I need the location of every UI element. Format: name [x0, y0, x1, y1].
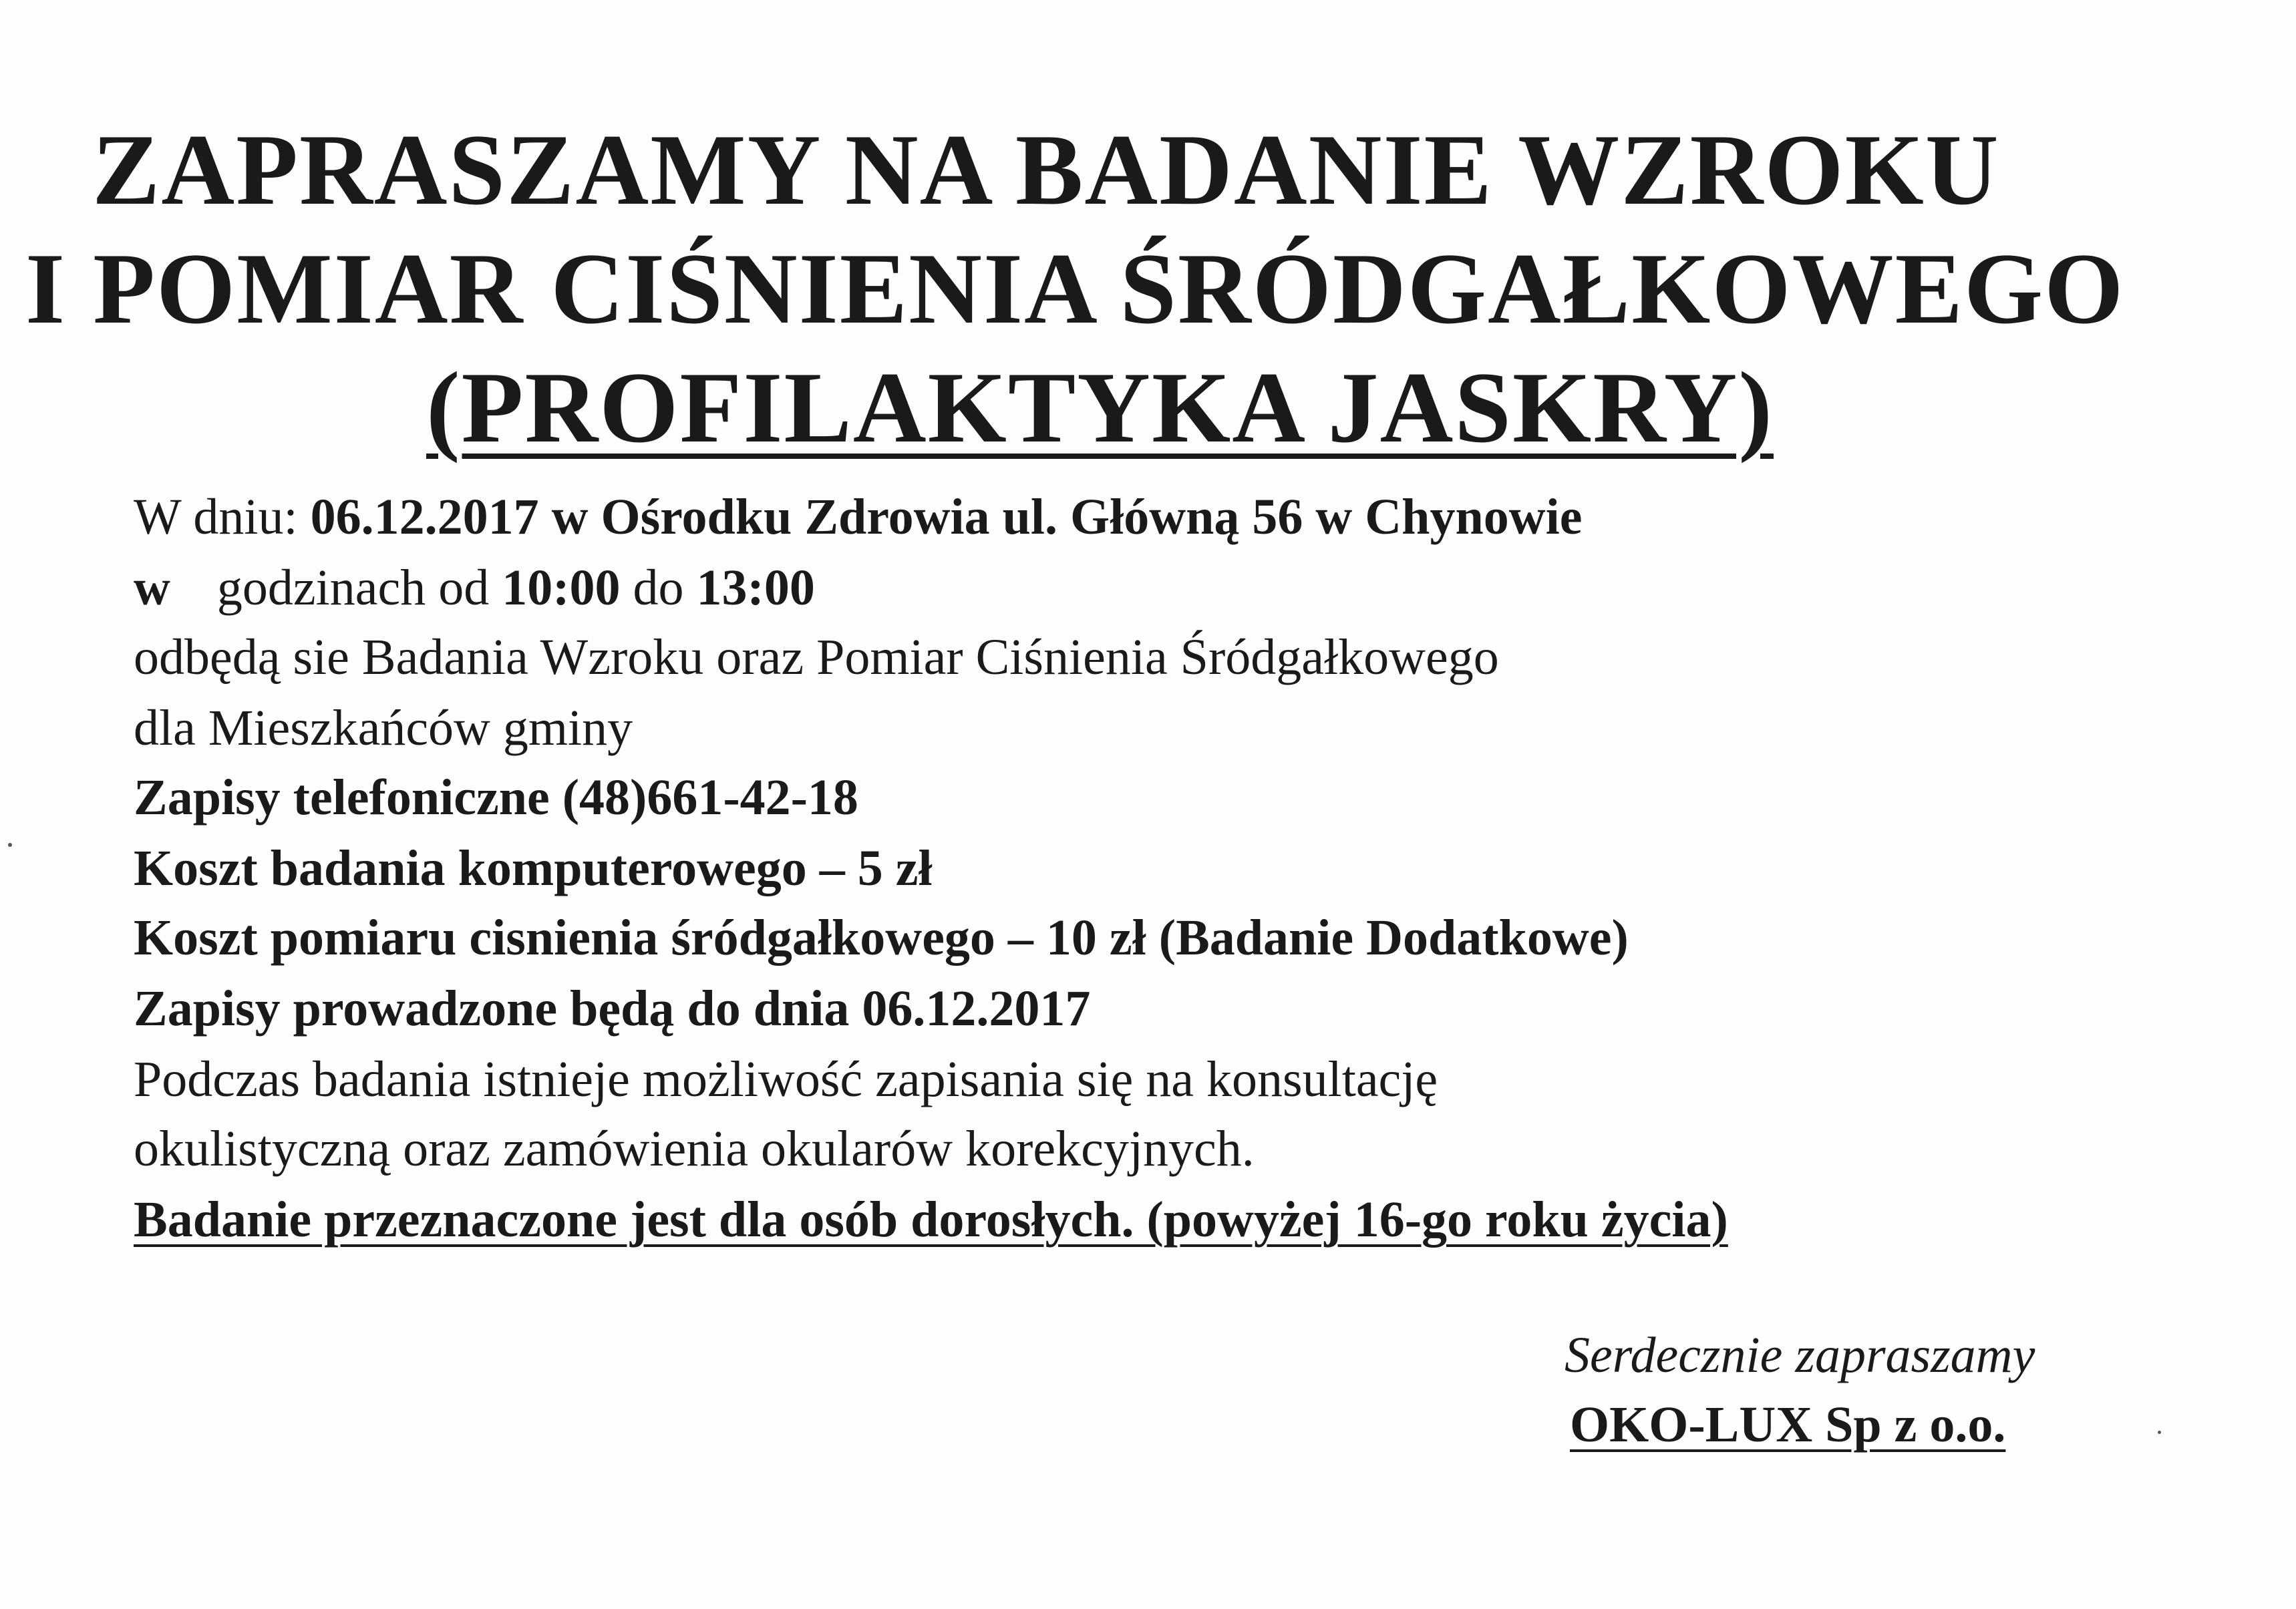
hours-prefix: godzinach od: [216, 560, 502, 616]
hours-w: w: [134, 560, 170, 616]
scan-speck: [8, 843, 12, 847]
cost-computer-line: Koszt badania komputerowego – 5 zł: [134, 840, 933, 896]
consult-line-1: Podczas badania istnieje możliwość zapisania się na konsultację: [134, 1051, 1438, 1107]
hours-to: 13:00: [696, 560, 815, 616]
hours-line: [134, 560, 815, 616]
cost-pressure-line: Koszt pomiaru cisnienia śródgałkowego – 10 zł (Badanie Dodatkowe): [134, 910, 1629, 966]
date-prefix: W dniu:: [134, 489, 311, 545]
title-line-2: I POMIAR CIŚNIENIA ŚRÓDGAŁKOWEGO: [25, 232, 2125, 345]
scan-speck: [2158, 1431, 2161, 1434]
adults-note-line: Badanie przeznaczone jest dla osób dorosłych. (powyżej 16-go roku życia): [134, 1192, 1728, 1248]
title-line-3: (PROFILAKTYKA JASKRY): [426, 351, 1774, 464]
date-line: [134, 489, 1583, 545]
date-place: 06.12.2017 w Ośrodku Zdrowia ul. Główną 56 w Chynowie: [310, 489, 1583, 545]
registration-deadline-line: Zapisy prowadzone będą do dnia 06.12.2017: [134, 980, 1091, 1037]
consult-line-2: okulistyczną oraz zamówienia okularów korekcyjnych.: [134, 1121, 1255, 1177]
phone-line: Zapisy telefoniczne (48)661-42-18: [134, 769, 858, 826]
residents-line: dla Mieszkańców gminy: [134, 700, 633, 756]
hours-mid: do: [620, 560, 697, 616]
signature-company: OKO-LUX Sp z o.o.: [1570, 1397, 2006, 1453]
signature-greeting: Serdecznie zapraszamy: [1565, 1327, 2035, 1383]
exams-line: odbędą sie Badania Wzroku oraz Pomiar Ciśnienia Śródgałkowego: [134, 629, 1499, 685]
hours-from: 10:00: [502, 560, 621, 616]
title-line-1: ZAPRASZAMY NA BADANIE WZROKU: [92, 114, 2000, 226]
